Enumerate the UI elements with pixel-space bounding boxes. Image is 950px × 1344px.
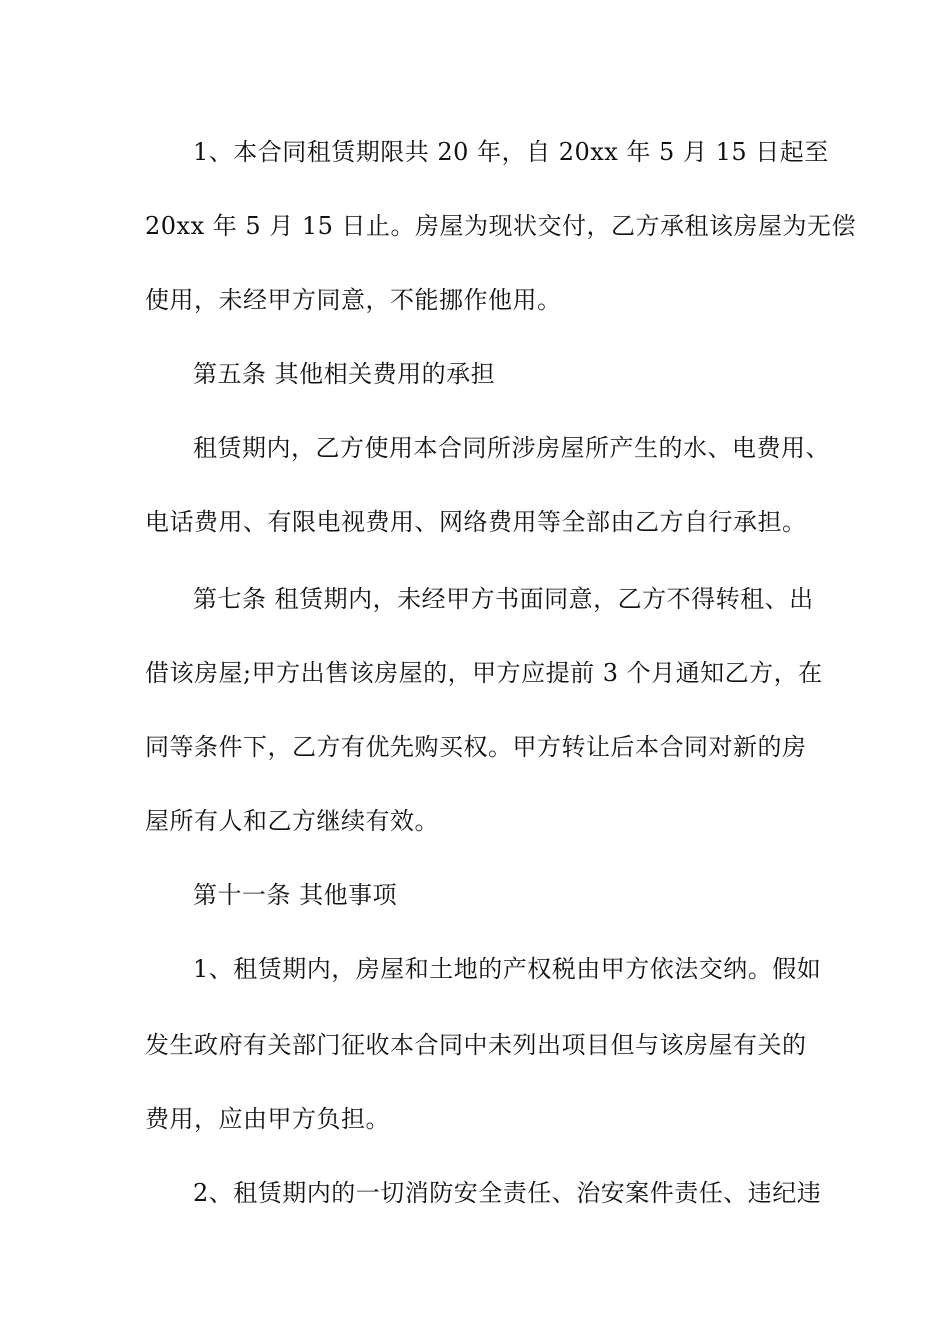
- section-heading: 第十一条 其他事项: [193, 881, 398, 909]
- text-line: 1、本合同租赁期限共 20 年，自 20xx 年 5 月 15 日起至: [193, 138, 829, 166]
- text-line: 20xx 年 5 月 15 日止。房屋为现状交付，乙方承租该房屋为无偿: [145, 212, 857, 240]
- text-line: 发生政府有关部门征收本合同中未列出项目但与该房屋有关的: [145, 1031, 807, 1059]
- text-line: 租赁期内，乙方使用本合同所涉房屋所产生的水、电费用、: [193, 434, 830, 462]
- section-heading: 第五条 其他相关费用的承担: [193, 360, 496, 388]
- text-line: 2、租赁期内的一切消防安全责任、治安案件责任、违纪违: [193, 1179, 822, 1207]
- text-line: 电话费用、有限电视费用、网络费用等全部由乙方自行承担。: [145, 508, 807, 536]
- text-line: 借该房屋;甲方出售该房屋的，甲方应提前 3 个月通知乙方，在: [145, 659, 823, 687]
- text-line: 使用，未经甲方同意，不能挪作他用。: [145, 286, 562, 314]
- text-line: 1、租赁期内，房屋和土地的产权税由甲方依法交纳。假如: [193, 955, 822, 983]
- text-line: 同等条件下，乙方有优先购买权。甲方转让后本合同对新的房: [145, 733, 807, 761]
- section-heading: 第七条 租赁期内，未经甲方书面同意，乙方不得转租、出: [193, 585, 814, 613]
- text-line: 费用，应由甲方负担。: [145, 1105, 390, 1133]
- text-line: 屋所有人和乙方继续有效。: [145, 807, 439, 835]
